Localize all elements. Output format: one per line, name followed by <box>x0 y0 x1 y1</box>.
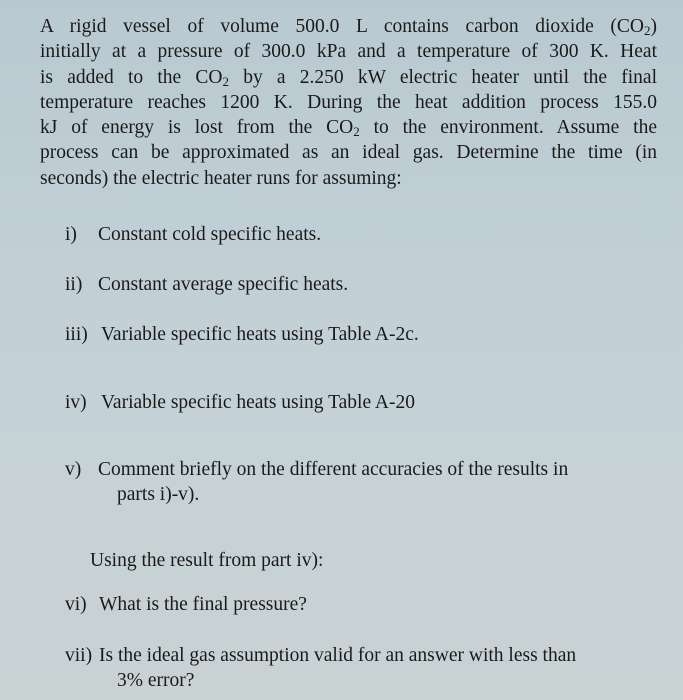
part-iii: iii) Variable specific heats using Table A-2c. <box>65 324 419 345</box>
part-ii: ii) Constant average specific heats. <box>65 274 349 295</box>
part-vi: vi) What is the final pressure? <box>65 594 307 615</box>
problem-line: initially at a pressure of 300.0 kPa and a temperature of 300 K. Heat <box>40 41 657 63</box>
problem-line: process can be approximated as an ideal gas. Determine the time (in <box>40 142 657 164</box>
problem-statement <box>40 14 657 191</box>
part-iv-note: Using the result from part iv): <box>90 550 324 571</box>
problem-line: A rigid vessel of volume 500.0 L contains carbon dioxide $(CO_2)$ <box>40 16 657 38</box>
problem-line: kJ of energy is lost from the $CO_2$ to the environment. Assume the <box>40 117 657 140</box>
part-v: v) Comment briefly on the different accuracies of the results in parts i)-v). <box>65 459 569 505</box>
part-iv: iv) Variable specific heats using Table A-20 <box>65 392 415 413</box>
problem-line: temperature reaches 1200 K. During the heat addition process 155.0 <box>40 91 657 113</box>
problem-line: seconds) the electric heater runs for assuming: <box>40 167 402 189</box>
problem-line: is added to the $CO_2$ by a 2.250 kW electric heater until the final <box>40 66 657 89</box>
part-i: i) Constant cold specific heats. <box>65 224 322 245</box>
part-vii: vii) Is the ideal gas assumption valid for an answer with less than 3% error? <box>65 645 577 691</box>
